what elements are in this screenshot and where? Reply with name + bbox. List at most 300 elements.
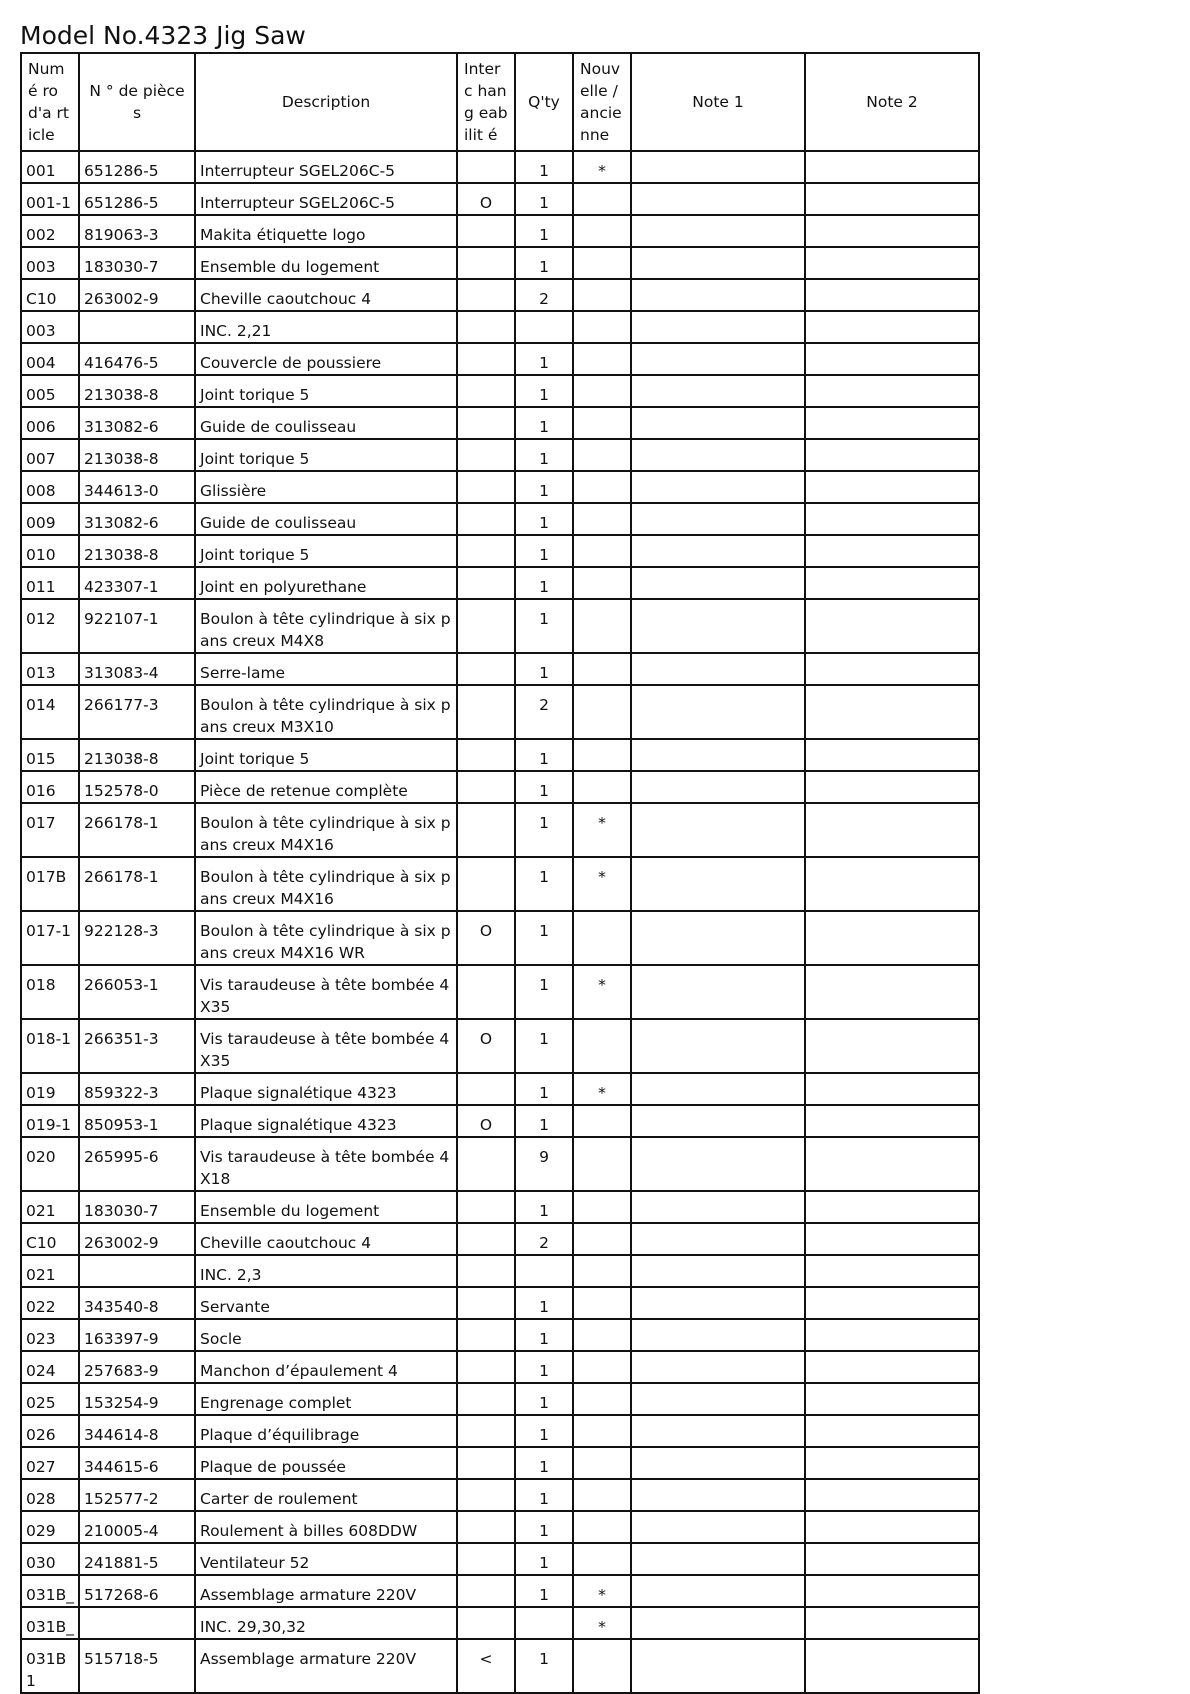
cell-interchangeability: O <box>457 183 515 215</box>
cell-note-1 <box>631 183 805 215</box>
cell-description: INC. 2,21 <box>195 311 457 343</box>
cell-item-no: 017B <box>21 857 79 911</box>
cell-note-1 <box>631 1105 805 1137</box>
cell-note-1 <box>631 739 805 771</box>
cell-note-2 <box>805 1639 979 1693</box>
cell-item-no: 014 <box>21 685 79 739</box>
cell-new-old: * <box>573 1575 631 1607</box>
cell-note-1 <box>631 471 805 503</box>
cell-note-1 <box>631 1351 805 1383</box>
cell-part-no: 213038-8 <box>79 439 195 471</box>
cell-part-no: 313083-4 <box>79 653 195 685</box>
cell-note-1 <box>631 857 805 911</box>
cell-interchangeability <box>457 1287 515 1319</box>
cell-description: Socle <box>195 1319 457 1351</box>
table-row <box>21 247 979 279</box>
cell-new-old <box>573 311 631 343</box>
cell-description: Vis taraudeuse à tête bombée 4X35 <box>195 1019 457 1073</box>
cell-description: Interrupteur SGEL206C-5 <box>195 183 457 215</box>
cell-item-no: 031B1 <box>21 1639 79 1693</box>
cell-note-1 <box>631 653 805 685</box>
table-row <box>21 183 979 215</box>
cell-note-2 <box>805 911 979 965</box>
cell-part-no: 344614-8 <box>79 1415 195 1447</box>
table-row <box>21 1607 979 1639</box>
cell-part-no <box>79 311 195 343</box>
cell-part-no: 210005-4 <box>79 1511 195 1543</box>
cell-note-1 <box>631 439 805 471</box>
parts-table <box>20 52 980 1694</box>
cell-interchangeability <box>457 1479 515 1511</box>
cell-interchangeability <box>457 535 515 567</box>
cell-note-2 <box>805 965 979 1019</box>
cell-description: Servante <box>195 1287 457 1319</box>
cell-note-2 <box>805 1543 979 1575</box>
cell-note-1 <box>631 1383 805 1415</box>
cell-note-2 <box>805 685 979 739</box>
cell-part-no: 265995-6 <box>79 1137 195 1191</box>
cell-qty: 1 <box>515 535 573 567</box>
table-row <box>21 1383 979 1415</box>
cell-part-no: 183030-7 <box>79 247 195 279</box>
cell-note-1 <box>631 599 805 653</box>
table-row <box>21 803 979 857</box>
cell-note-2 <box>805 1479 979 1511</box>
cell-item-no: 020 <box>21 1137 79 1191</box>
cell-new-old <box>573 685 631 739</box>
cell-part-no: 263002-9 <box>79 279 195 311</box>
cell-new-old: * <box>573 857 631 911</box>
cell-item-no: 010 <box>21 535 79 567</box>
table-row <box>21 1191 979 1223</box>
cell-interchangeability <box>457 151 515 183</box>
cell-interchangeability <box>457 1223 515 1255</box>
cell-new-old <box>573 215 631 247</box>
cell-new-old <box>573 1105 631 1137</box>
table-row <box>21 1287 979 1319</box>
cell-new-old <box>573 653 631 685</box>
cell-new-old <box>573 1479 631 1511</box>
cell-description: Boulon à tête cylindrique à six pans creux M4X16 <box>195 857 457 911</box>
cell-description: Cheville caoutchouc 4 <box>195 279 457 311</box>
header-note-2: Note 2 <box>805 53 979 151</box>
cell-item-no: 029 <box>21 1511 79 1543</box>
cell-new-old <box>573 535 631 567</box>
cell-interchangeability <box>457 375 515 407</box>
cell-item-no: 002 <box>21 215 79 247</box>
cell-item-no: C10 <box>21 1223 79 1255</box>
table-row <box>21 1137 979 1191</box>
cell-new-old: * <box>573 1607 631 1639</box>
cell-note-1 <box>631 1607 805 1639</box>
cell-part-no: 922128-3 <box>79 911 195 965</box>
cell-part-no <box>79 1255 195 1287</box>
cell-qty: 2 <box>515 685 573 739</box>
cell-description: Boulon à tête cylindrique à six pans creux M4X16 WR <box>195 911 457 965</box>
cell-note-2 <box>805 1287 979 1319</box>
cell-item-no: 013 <box>21 653 79 685</box>
cell-part-no: 819063-3 <box>79 215 195 247</box>
cell-note-2 <box>805 1575 979 1607</box>
cell-description: Assemblage armature 220V <box>195 1575 457 1607</box>
cell-part-no: 423307-1 <box>79 567 195 599</box>
table-row <box>21 1073 979 1105</box>
cell-note-2 <box>805 803 979 857</box>
cell-qty: 2 <box>515 1223 573 1255</box>
cell-note-2 <box>805 1415 979 1447</box>
cell-note-2 <box>805 343 979 375</box>
cell-item-no: 017-1 <box>21 911 79 965</box>
cell-qty: 1 <box>515 1511 573 1543</box>
cell-interchangeability <box>457 1607 515 1639</box>
cell-new-old <box>573 343 631 375</box>
cell-part-no: 266178-1 <box>79 857 195 911</box>
cell-note-2 <box>805 151 979 183</box>
cell-new-old <box>573 1137 631 1191</box>
cell-new-old <box>573 1511 631 1543</box>
cell-note-2 <box>805 375 979 407</box>
cell-interchangeability <box>457 471 515 503</box>
cell-interchangeability <box>457 1255 515 1287</box>
cell-note-1 <box>631 247 805 279</box>
table-row <box>21 857 979 911</box>
cell-description: Vis taraudeuse à tête bombée 4X18 <box>195 1137 457 1191</box>
cell-qty: 1 <box>515 1447 573 1479</box>
cell-note-1 <box>631 771 805 803</box>
cell-part-no: 416476-5 <box>79 343 195 375</box>
cell-note-2 <box>805 311 979 343</box>
cell-part-no: 651286-5 <box>79 183 195 215</box>
cell-note-1 <box>631 375 805 407</box>
table-row <box>21 1105 979 1137</box>
cell-description: Boulon à tête cylindrique à six pans creux M4X8 <box>195 599 457 653</box>
cell-description: Cheville caoutchouc 4 <box>195 1223 457 1255</box>
cell-qty: 1 <box>515 1019 573 1073</box>
cell-new-old <box>573 739 631 771</box>
cell-qty: 1 <box>515 343 573 375</box>
cell-interchangeability <box>457 1073 515 1105</box>
cell-note-2 <box>805 1383 979 1415</box>
cell-note-1 <box>631 567 805 599</box>
cell-interchangeability <box>457 1543 515 1575</box>
cell-new-old <box>573 911 631 965</box>
cell-note-2 <box>805 1319 979 1351</box>
cell-description: Carter de roulement <box>195 1479 457 1511</box>
cell-item-no: 026 <box>21 1415 79 1447</box>
cell-interchangeability <box>457 1351 515 1383</box>
cell-note-2 <box>805 857 979 911</box>
cell-qty: 1 <box>515 151 573 183</box>
header-part-no: N ° de pièces <box>79 53 195 151</box>
cell-qty <box>515 1607 573 1639</box>
cell-item-no: 003 <box>21 247 79 279</box>
cell-note-1 <box>631 1073 805 1105</box>
cell-interchangeability: O <box>457 1105 515 1137</box>
cell-note-1 <box>631 1191 805 1223</box>
cell-description: Manchon d’épaulement 4 <box>195 1351 457 1383</box>
cell-interchangeability <box>457 599 515 653</box>
cell-description: Roulement à billes 608DDW <box>195 1511 457 1543</box>
cell-item-no: 023 <box>21 1319 79 1351</box>
cell-qty: 1 <box>515 599 573 653</box>
table-row <box>21 343 979 375</box>
cell-note-1 <box>631 1447 805 1479</box>
cell-note-1 <box>631 1287 805 1319</box>
cell-qty: 1 <box>515 1351 573 1383</box>
cell-qty: 1 <box>515 471 573 503</box>
cell-part-no: 183030-7 <box>79 1191 195 1223</box>
cell-item-no: 004 <box>21 343 79 375</box>
cell-qty: 1 <box>515 503 573 535</box>
cell-note-1 <box>631 1479 805 1511</box>
cell-qty: 1 <box>515 1191 573 1223</box>
cell-interchangeability <box>457 407 515 439</box>
cell-note-2 <box>805 1447 979 1479</box>
table-row <box>21 311 979 343</box>
cell-qty: 1 <box>515 407 573 439</box>
cell-note-1 <box>631 1019 805 1073</box>
cell-note-2 <box>805 471 979 503</box>
cell-interchangeability <box>457 1575 515 1607</box>
cell-note-2 <box>805 183 979 215</box>
table-row <box>21 1223 979 1255</box>
header-row <box>21 53 979 151</box>
cell-interchangeability <box>457 247 515 279</box>
cell-note-1 <box>631 965 805 1019</box>
cell-description: Guide de coulisseau <box>195 503 457 535</box>
cell-part-no: 213038-8 <box>79 535 195 567</box>
cell-note-2 <box>805 407 979 439</box>
cell-description: Pièce de retenue complète <box>195 771 457 803</box>
cell-note-1 <box>631 279 805 311</box>
cell-interchangeability <box>457 1415 515 1447</box>
cell-qty: 1 <box>515 375 573 407</box>
cell-interchangeability <box>457 439 515 471</box>
header-qty: Q'ty <box>515 53 573 151</box>
cell-interchangeability <box>457 215 515 247</box>
cell-description: Ensemble du logement <box>195 1191 457 1223</box>
cell-item-no: 019 <box>21 1073 79 1105</box>
cell-note-2 <box>805 1191 979 1223</box>
cell-qty: 1 <box>515 1543 573 1575</box>
cell-qty: 1 <box>515 1073 573 1105</box>
cell-new-old <box>573 439 631 471</box>
cell-item-no: 031B_ <box>21 1607 79 1639</box>
cell-note-2 <box>805 535 979 567</box>
cell-part-no: 266178-1 <box>79 803 195 857</box>
cell-interchangeability <box>457 857 515 911</box>
cell-note-1 <box>631 803 805 857</box>
cell-description: Ensemble du logement <box>195 247 457 279</box>
cell-qty: 1 <box>515 567 573 599</box>
cell-note-2 <box>805 215 979 247</box>
cell-description: INC. 2,3 <box>195 1255 457 1287</box>
cell-note-2 <box>805 1073 979 1105</box>
cell-qty <box>515 1255 573 1287</box>
cell-item-no: 030 <box>21 1543 79 1575</box>
cell-interchangeability <box>457 685 515 739</box>
cell-item-no: C10 <box>21 279 79 311</box>
cell-description: Ventilateur 52 <box>195 1543 457 1575</box>
cell-qty: 1 <box>515 803 573 857</box>
table-row <box>21 653 979 685</box>
table-row <box>21 567 979 599</box>
cell-note-2 <box>805 247 979 279</box>
cell-qty: 1 <box>515 965 573 1019</box>
cell-qty: 1 <box>515 439 573 471</box>
cell-item-no: 006 <box>21 407 79 439</box>
cell-new-old <box>573 1543 631 1575</box>
cell-description: Makita étiquette logo <box>195 215 457 247</box>
cell-note-2 <box>805 567 979 599</box>
cell-item-no: 001 <box>21 151 79 183</box>
cell-new-old <box>573 503 631 535</box>
cell-item-no: 007 <box>21 439 79 471</box>
cell-new-old <box>573 1319 631 1351</box>
cell-part-no: 213038-8 <box>79 375 195 407</box>
cell-qty: 9 <box>515 1137 573 1191</box>
cell-part-no: 266351-3 <box>79 1019 195 1073</box>
cell-qty: 1 <box>515 653 573 685</box>
cell-item-no: 009 <box>21 503 79 535</box>
cell-part-no: 515718-5 <box>79 1639 195 1693</box>
header-item-no: Numé ro d'a rticle <box>21 53 79 151</box>
cell-part-no: 241881-5 <box>79 1543 195 1575</box>
cell-interchangeability <box>457 803 515 857</box>
cell-note-2 <box>805 1019 979 1073</box>
cell-description: Boulon à tête cylindrique à six pans creux M3X10 <box>195 685 457 739</box>
cell-new-old <box>573 1639 631 1693</box>
cell-description: Couvercle de poussiere <box>195 343 457 375</box>
table-row <box>21 439 979 471</box>
cell-description: Plaque signalétique 4323 <box>195 1105 457 1137</box>
cell-note-2 <box>805 1137 979 1191</box>
table-row <box>21 151 979 183</box>
cell-part-no: 344613-0 <box>79 471 195 503</box>
cell-note-1 <box>631 1223 805 1255</box>
table-row <box>21 739 979 771</box>
cell-part-no: 213038-8 <box>79 739 195 771</box>
cell-description: Boulon à tête cylindrique à six pans creux M4X16 <box>195 803 457 857</box>
cell-qty: 1 <box>515 1415 573 1447</box>
table-row <box>21 1319 979 1351</box>
cell-qty: 1 <box>515 1575 573 1607</box>
cell-new-old <box>573 1287 631 1319</box>
cell-note-2 <box>805 1255 979 1287</box>
cell-item-no: 028 <box>21 1479 79 1511</box>
cell-new-old <box>573 1351 631 1383</box>
cell-description: Guide de coulisseau <box>195 407 457 439</box>
cell-new-old <box>573 1383 631 1415</box>
cell-note-1 <box>631 685 805 739</box>
cell-note-2 <box>805 1105 979 1137</box>
cell-description: Vis taraudeuse à tête bombée 4X35 <box>195 965 457 1019</box>
cell-qty: 1 <box>515 1287 573 1319</box>
cell-note-2 <box>805 1223 979 1255</box>
cell-part-no: 344615-6 <box>79 1447 195 1479</box>
cell-note-1 <box>631 1511 805 1543</box>
cell-interchangeability <box>457 1191 515 1223</box>
cell-qty: 1 <box>515 1383 573 1415</box>
cell-interchangeability <box>457 771 515 803</box>
cell-new-old <box>573 1415 631 1447</box>
cell-item-no: 015 <box>21 739 79 771</box>
table-row <box>21 1351 979 1383</box>
cell-item-no: 021 <box>21 1191 79 1223</box>
cell-item-no: 018 <box>21 965 79 1019</box>
cell-item-no: 017 <box>21 803 79 857</box>
cell-note-1 <box>631 215 805 247</box>
cell-note-2 <box>805 1511 979 1543</box>
cell-interchangeability <box>457 343 515 375</box>
cell-part-no: 343540-8 <box>79 1287 195 1319</box>
cell-note-2 <box>805 279 979 311</box>
cell-new-old <box>573 375 631 407</box>
cell-item-no: 027 <box>21 1447 79 1479</box>
cell-item-no: 012 <box>21 599 79 653</box>
cell-new-old <box>573 1019 631 1073</box>
cell-note-1 <box>631 407 805 439</box>
cell-new-old: * <box>573 151 631 183</box>
cell-qty: 1 <box>515 1319 573 1351</box>
cell-new-old: * <box>573 965 631 1019</box>
cell-interchangeability <box>457 1137 515 1191</box>
cell-note-1 <box>631 535 805 567</box>
cell-interchangeability: O <box>457 1019 515 1073</box>
cell-interchangeability <box>457 739 515 771</box>
cell-qty: 1 <box>515 215 573 247</box>
page-title: Model No.4323 Jig Saw <box>20 21 306 50</box>
table-row <box>21 503 979 535</box>
cell-item-no: 022 <box>21 1287 79 1319</box>
table-row <box>21 771 979 803</box>
table-row <box>21 1479 979 1511</box>
cell-description: Serre-lame <box>195 653 457 685</box>
table-row <box>21 1019 979 1073</box>
cell-item-no: 025 <box>21 1383 79 1415</box>
cell-description: INC. 29,30,32 <box>195 1607 457 1639</box>
cell-description: Joint en polyurethane <box>195 567 457 599</box>
header-note-1: Note 1 <box>631 53 805 151</box>
cell-new-old <box>573 407 631 439</box>
cell-note-2 <box>805 503 979 535</box>
table-row <box>21 535 979 567</box>
cell-interchangeability <box>457 965 515 1019</box>
cell-qty: 1 <box>515 739 573 771</box>
cell-description: Plaque de poussée <box>195 1447 457 1479</box>
cell-note-2 <box>805 599 979 653</box>
cell-part-no: 651286-5 <box>79 151 195 183</box>
table-row <box>21 1543 979 1575</box>
cell-description: Glissière <box>195 471 457 503</box>
cell-item-no: 008 <box>21 471 79 503</box>
cell-part-no: 859322-3 <box>79 1073 195 1105</box>
cell-note-2 <box>805 653 979 685</box>
cell-note-1 <box>631 1255 805 1287</box>
cell-new-old <box>573 567 631 599</box>
cell-item-no: 011 <box>21 567 79 599</box>
table-row <box>21 685 979 739</box>
cell-description: Plaque signalétique 4323 <box>195 1073 457 1105</box>
table-row <box>21 407 979 439</box>
cell-part-no: 313082-6 <box>79 407 195 439</box>
cell-part-no: 257683-9 <box>79 1351 195 1383</box>
cell-description: Engrenage complet <box>195 1383 457 1415</box>
cell-qty: 1 <box>515 911 573 965</box>
cell-new-old: * <box>573 1073 631 1105</box>
table-row <box>21 471 979 503</box>
cell-note-2 <box>805 739 979 771</box>
